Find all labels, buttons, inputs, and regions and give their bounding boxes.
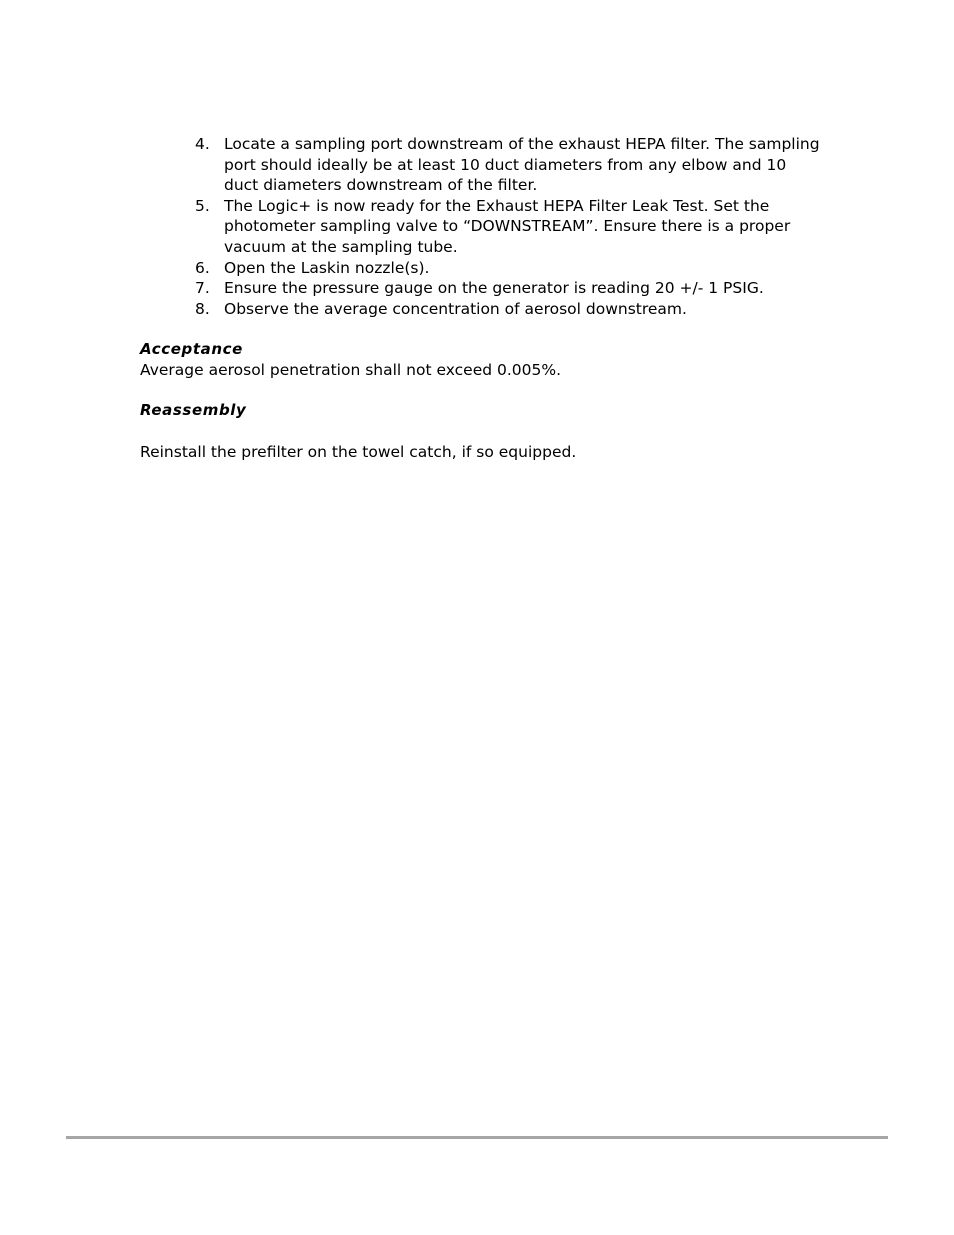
step-text: Open the Laskin nozzle(s). [224,258,430,277]
step-text: The Logic+ is now ready for the Exhaust HEPA Filter Leak Test. Set the photometer sampling valve to “DOWNSTREAM”. Ensure there is a proper vacuum at the sampling tube. [224,196,791,256]
step-text: Locate a sampling port downstream of the exhaust HEPA filter. The sampling port should ideally be at least 10 duct diameters from any elbow and 10 duct diameters downstream of the filter. [224,135,820,195]
step-number: 4. [195,135,210,153]
acceptance-text: Average aerosol penetration shall not exceed 0.005%. [140,361,562,379]
step-number: 8. [195,299,210,318]
acceptance-heading: Acceptance [140,340,243,358]
procedure-steps [195,134,825,319]
list-item [195,278,825,299]
step-number: 7. [195,279,210,298]
footer-divider [66,1136,888,1139]
list-item [195,299,825,320]
step-text: Ensure the pressure gauge on the generator is reading 20 +/- 1 PSIG. [224,279,764,298]
list-item [195,258,825,279]
step-number: 6. [195,258,210,277]
step-number: 5. [195,196,210,215]
reassembly-heading: Reassembly [140,401,247,419]
list-item [195,196,825,258]
step-text: Observe the average concentration of aerosol downstream. [224,299,687,318]
reassembly-text: Reinstall the prefilter on the towel catch, if so equipped. [140,443,577,461]
list-item [195,134,825,196]
